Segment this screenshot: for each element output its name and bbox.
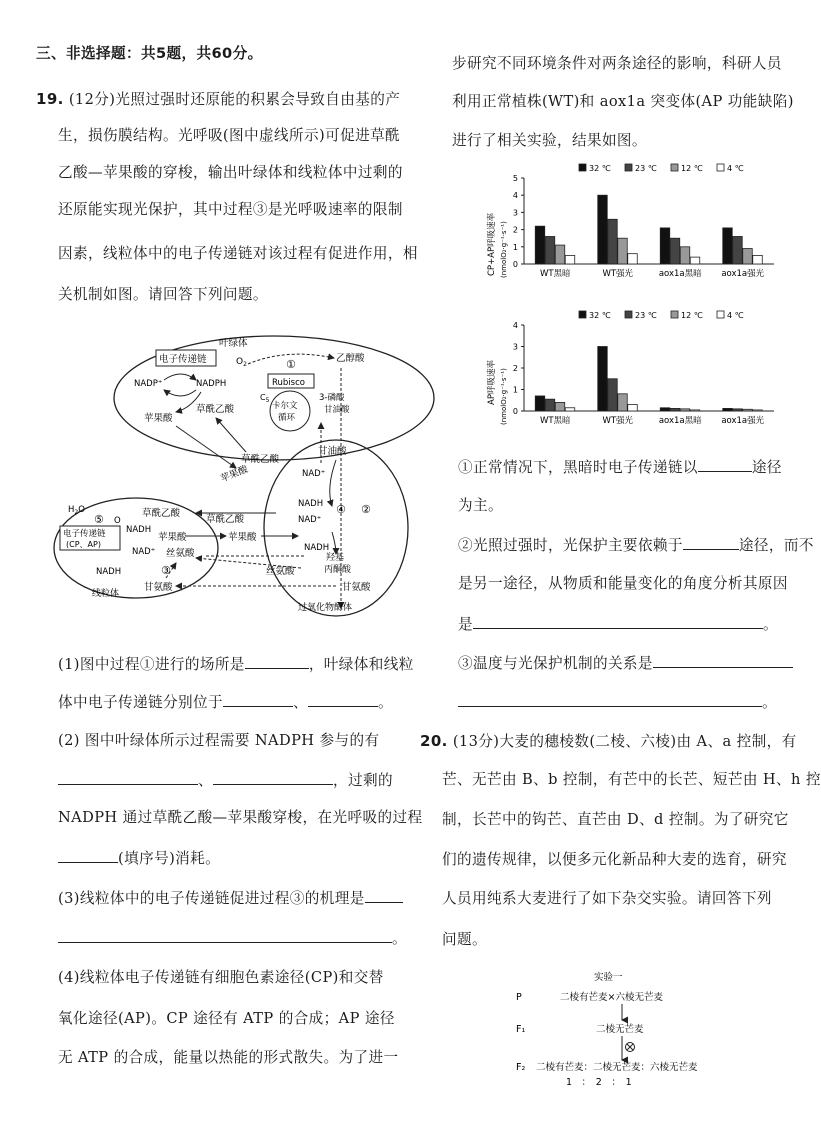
q20-line-5: 人员用纯系大麦进行了如下杂交实验。请回答下列: [442, 890, 772, 907]
chart-ap-rate: [484, 307, 784, 439]
legend-swatch: [717, 311, 724, 318]
q19-sub1-line1: (1)图中过程①进行的场所是 ，叶绿体和线粒: [58, 656, 414, 673]
q20-line-1: 20. (13分)大麦的穗棱数(二棱、六棱)由 A、a 控制，有: [420, 732, 797, 750]
bar: [598, 195, 608, 264]
process-1-label: ①: [286, 358, 296, 371]
chloroplast-etc-label: 电子传递链: [159, 354, 207, 365]
q19-sub3-line2: 。: [58, 928, 407, 949]
answer-blank-6[interactable]: [58, 848, 118, 863]
malate-chloro: 苹果酸: [144, 413, 173, 424]
svg-text:甘油酸: 甘油酸: [318, 446, 347, 457]
oaa-chloro: 草酰乙酸: [196, 404, 235, 415]
svg-text:3-磷酸: 3-磷酸: [319, 393, 345, 403]
q19-item2-line3: 是 。: [458, 616, 778, 633]
q19-right-line-3: 进行了相关实验，结果如图。: [452, 132, 647, 149]
answer-blank-1[interactable]: [245, 654, 309, 669]
bar: [660, 408, 670, 411]
answer-blank-7[interactable]: [365, 888, 403, 903]
answer-blank-3[interactable]: [308, 692, 378, 707]
nadp-label: NADP⁺: [134, 379, 163, 389]
svg-text:丝氨酸: 丝氨酸: [266, 566, 295, 577]
svg-text:循环: 循环: [278, 413, 296, 423]
svg-text:NAD⁺: NAD⁺: [132, 547, 156, 557]
answer-blank-2[interactable]: [223, 692, 293, 707]
svg-text:O: O: [114, 516, 121, 526]
legend-swatch: [671, 164, 678, 171]
photorespiration-diagram: [36, 328, 416, 618]
bar: [753, 255, 763, 264]
answer-blank-13[interactable]: [458, 692, 762, 707]
process-3-label: ③: [161, 564, 171, 577]
rubisco-label: Rubisco: [272, 378, 305, 388]
bar: [680, 247, 690, 264]
svg-text:NADH: NADH: [96, 567, 122, 577]
q19-line-2: 生，损伤膜结构。光呼吸(图中虚线所示)可促进草酰: [58, 127, 401, 144]
f1-text: 二棱无芒麦: [596, 1024, 644, 1035]
legend-label: 23 ℃: [635, 164, 657, 173]
q19-item3-line2: 。: [458, 692, 777, 713]
legend-swatch: [717, 164, 724, 171]
f1-label: F₁: [516, 1024, 526, 1035]
legend-label: 12 ℃: [681, 311, 703, 320]
y-tick-label: 0: [512, 407, 518, 416]
answer-blank-5[interactable]: [213, 770, 333, 785]
bar: [545, 236, 555, 264]
chart1-yunit: (nmolO₂·g⁻¹·s⁻¹): [500, 221, 508, 278]
bar: [723, 408, 733, 411]
bar: [670, 408, 680, 411]
legend-label: 32 ℃: [589, 164, 611, 173]
bar: [660, 228, 670, 264]
mito-label: 线粒体: [92, 589, 120, 599]
bar: [535, 226, 545, 264]
q19-item1-line2: 为主。: [458, 497, 503, 514]
bar: [670, 238, 680, 264]
q19-sub4-line1: (4)线粒体电子传递链有细胞色素途径(CP)和交替: [58, 969, 384, 986]
bar: [535, 396, 545, 411]
y-tick-label: 2: [512, 364, 518, 373]
svg-text:NADH: NADH: [304, 543, 330, 553]
bar: [723, 228, 733, 264]
bar: [753, 410, 763, 411]
svg-text:甘氨酸: 甘氨酸: [342, 582, 371, 593]
c5-label: $C_5$: [260, 393, 270, 404]
svg-text:NADH: NADH: [298, 499, 324, 509]
q20-line-3: 制，长芒中的钩芒、直芒由 D、d 控制。为了研究它: [442, 811, 789, 828]
svg-text:苹果酸: 苹果酸: [228, 532, 257, 543]
chloroplast-label: 叶绿体: [219, 338, 248, 349]
svg-text:NAD⁺: NAD⁺: [302, 469, 326, 479]
legend-label: 4 ℃: [727, 164, 744, 173]
bar: [608, 379, 618, 411]
bar: [733, 409, 743, 411]
y-tick-label: 3: [512, 342, 518, 352]
bar: [628, 405, 638, 411]
y-tick-label: 5: [512, 174, 518, 183]
svg-text:苹果酸: 苹果酸: [158, 532, 187, 543]
q19-right-line-2: 利用正常植株(WT)和 aox1a 突变体(AP 功能缺陷): [452, 93, 794, 110]
experiment-1-cross: [500, 966, 760, 1091]
bar: [733, 236, 743, 264]
y-tick-label: 1: [512, 385, 518, 395]
svg-text:NAD⁺: NAD⁺: [298, 515, 322, 525]
y-tick-label: 2: [512, 225, 518, 235]
legend-label: 23 ℃: [635, 311, 657, 320]
legend-swatch: [625, 311, 632, 318]
svg-text:甘氨酸: 甘氨酸: [144, 582, 173, 593]
bar: [608, 219, 618, 264]
category-label: WT强光: [602, 269, 634, 279]
legend-label: 4 ℃: [727, 311, 744, 320]
bar: [565, 408, 575, 411]
bar: [555, 402, 565, 411]
exp-title: 实验一: [594, 972, 623, 983]
q19-sub2-line1: (2) 图中叶绿体所示过程需要 NADPH 参与的有: [58, 732, 380, 749]
answer-blank-12[interactable]: [653, 653, 793, 668]
svg-text:卡尔文: 卡尔文: [272, 401, 298, 411]
section-title: 三、非选择题：共5题，共60分。: [36, 45, 263, 62]
legend-swatch: [671, 311, 678, 318]
bar: [598, 347, 608, 412]
svg-text:NADH: NADH: [126, 525, 152, 535]
f2-label: F₂: [516, 1062, 526, 1073]
answer-blank-11[interactable]: [473, 614, 763, 629]
process-4-label: ④: [336, 503, 346, 516]
legend-label: 12 ℃: [681, 164, 703, 173]
category-label: aox1a黑暗: [658, 269, 702, 279]
q19-line-1: 19. (12分)光照过强时还原能的积累会导致自由基的产: [36, 90, 401, 108]
q19-item2-line2: 是另一途径，从物质和能量变化的角度分析其原因: [458, 575, 788, 592]
bar: [545, 399, 555, 411]
bar: [618, 394, 628, 411]
q19-line-5: 因素，线粒体中的电子传递链对该过程有促进作用，相: [58, 245, 418, 262]
bar: [565, 255, 575, 264]
svg-text:丝氨酸: 丝氨酸: [166, 548, 195, 559]
q19-item3-line1: ③温度与光保护机制的关系是: [458, 653, 793, 674]
q19-line-6: 关机制如图。请回答下列问题。: [58, 286, 268, 303]
y-tick-label: 0: [512, 260, 518, 269]
legend-swatch: [579, 164, 586, 171]
q19-item1-line1: ①正常情况下，黑暗时电子传递链以 途径: [458, 459, 782, 476]
chart1-ylabel: CP+AP呼吸速率: [487, 212, 497, 276]
legend-label: 32 ℃: [589, 311, 611, 320]
category-label: aox1a强光: [721, 416, 765, 426]
p-cross: 二棱有芒麦×六棱无芒麦: [560, 992, 663, 1003]
q19-sub2-line2: 、 ，过剩的: [58, 770, 393, 791]
svg-text:草酰乙酸: 草酰乙酸: [241, 454, 280, 465]
svg-text:草酰乙酸: 草酰乙酸: [206, 514, 245, 525]
bar: [618, 238, 628, 264]
o2-label: $O_2$: [236, 357, 247, 368]
bar: [690, 410, 700, 411]
svg-text:苹果酸: 苹果酸: [219, 463, 250, 485]
q19-line-4: 还原能实现光保护，其中过程③是光呼吸速率的限制: [58, 201, 403, 218]
p-label: P: [516, 992, 522, 1003]
q19-sub2-line3: NADPH 通过草酰乙酸—苹果酸穿梭，在光呼吸的过程: [58, 809, 423, 826]
f2-text: 二棱有芒麦：二棱无芒麦：六棱无芒麦: [536, 1062, 698, 1073]
q19-sub3-line1: (3)线粒体中的电子传递链促进过程③的机理是: [58, 888, 403, 909]
answer-blank-8[interactable]: [58, 928, 392, 943]
category-label: WT黑暗: [539, 416, 571, 426]
nadph-label: NADPH: [196, 379, 227, 389]
svg-text:丙酮酸: 丙酮酸: [324, 565, 352, 575]
peroxisome-outline: [264, 440, 408, 616]
svg-text:甘油酸: 甘油酸: [324, 405, 350, 415]
q19-sub4-line3: 无 ATP 的合成，能量以热能的形式散失。为了进一: [58, 1049, 399, 1066]
chart-cp-ap-rate: [484, 160, 784, 292]
bar: [628, 254, 638, 264]
peroxisome-label: 过氧化物酶体: [298, 603, 353, 613]
process-2-label: ②: [361, 503, 371, 516]
bar: [743, 249, 753, 264]
q19-line-3: 乙酸—苹果酸的穿梭，输出叶绿体和线粒体中过剩的: [58, 164, 403, 181]
svg-text:羟基: 羟基: [326, 553, 345, 563]
category-label: WT强光: [602, 416, 634, 426]
bar: [690, 257, 700, 264]
bar: [680, 409, 690, 411]
q19-number: 19.: [36, 90, 64, 108]
category-label: aox1a强光: [721, 269, 765, 279]
q20-line-2: 芒、无芒由 B、b 控制，有芒中的长芒、短芒由 H、h 控: [442, 771, 821, 788]
answer-blank-10[interactable]: [683, 535, 739, 550]
q19-sub4-line2: 氧化途径(AP)。CP 途径有 ATP 的合成；AP 途径: [58, 1010, 395, 1027]
chart2-yunit: (nmolO₂·g⁻¹·s⁻¹): [500, 368, 508, 425]
f2-ratio: 1 ： 2 ： 1: [566, 1077, 632, 1088]
process-5-label: ⑤: [94, 513, 104, 526]
svg-text:草酰乙酸: 草酰乙酸: [142, 508, 181, 519]
bar: [555, 245, 565, 264]
category-label: aox1a黑暗: [658, 416, 702, 426]
glycolate-label: 乙醇酸: [336, 353, 365, 364]
calvin-cycle: [270, 391, 310, 431]
q20-number: 20.: [420, 732, 448, 750]
legend-swatch: [625, 164, 632, 171]
q20-line-6: 问题。: [442, 931, 487, 948]
y-tick-label: 4: [512, 191, 518, 201]
y-tick-label: 4: [512, 321, 518, 330]
legend-swatch: [579, 311, 586, 318]
answer-blank-4[interactable]: [58, 770, 198, 785]
q20-line-4: 们的遗传规律，以便多元化新品种大麦的选育，研究: [442, 851, 787, 868]
q19-right-line-1: 步研究不同环境条件对两条途径的影响，科研人员: [452, 55, 782, 72]
svg-text:(CP、AP): (CP、AP): [66, 540, 101, 549]
category-label: WT黑暗: [539, 269, 571, 279]
h2o-label: $H_2O$: [68, 505, 85, 516]
q19-sub1-line2: 体中电子传递链分别位于 、 。: [58, 694, 393, 711]
chart2-ylabel: AP呼吸速率: [487, 360, 497, 405]
q19-item2-line1: ②光照过强时，光保护主要依赖于 途径，而不: [458, 537, 814, 554]
svg-text:电子传递链: 电子传递链: [63, 529, 106, 539]
q19-sub2-line4: (填序号)消耗。: [58, 848, 220, 869]
answer-blank-9[interactable]: [698, 457, 752, 472]
bar: [743, 409, 753, 411]
y-tick-label: 1: [512, 242, 518, 252]
y-tick-label: 3: [512, 208, 518, 218]
